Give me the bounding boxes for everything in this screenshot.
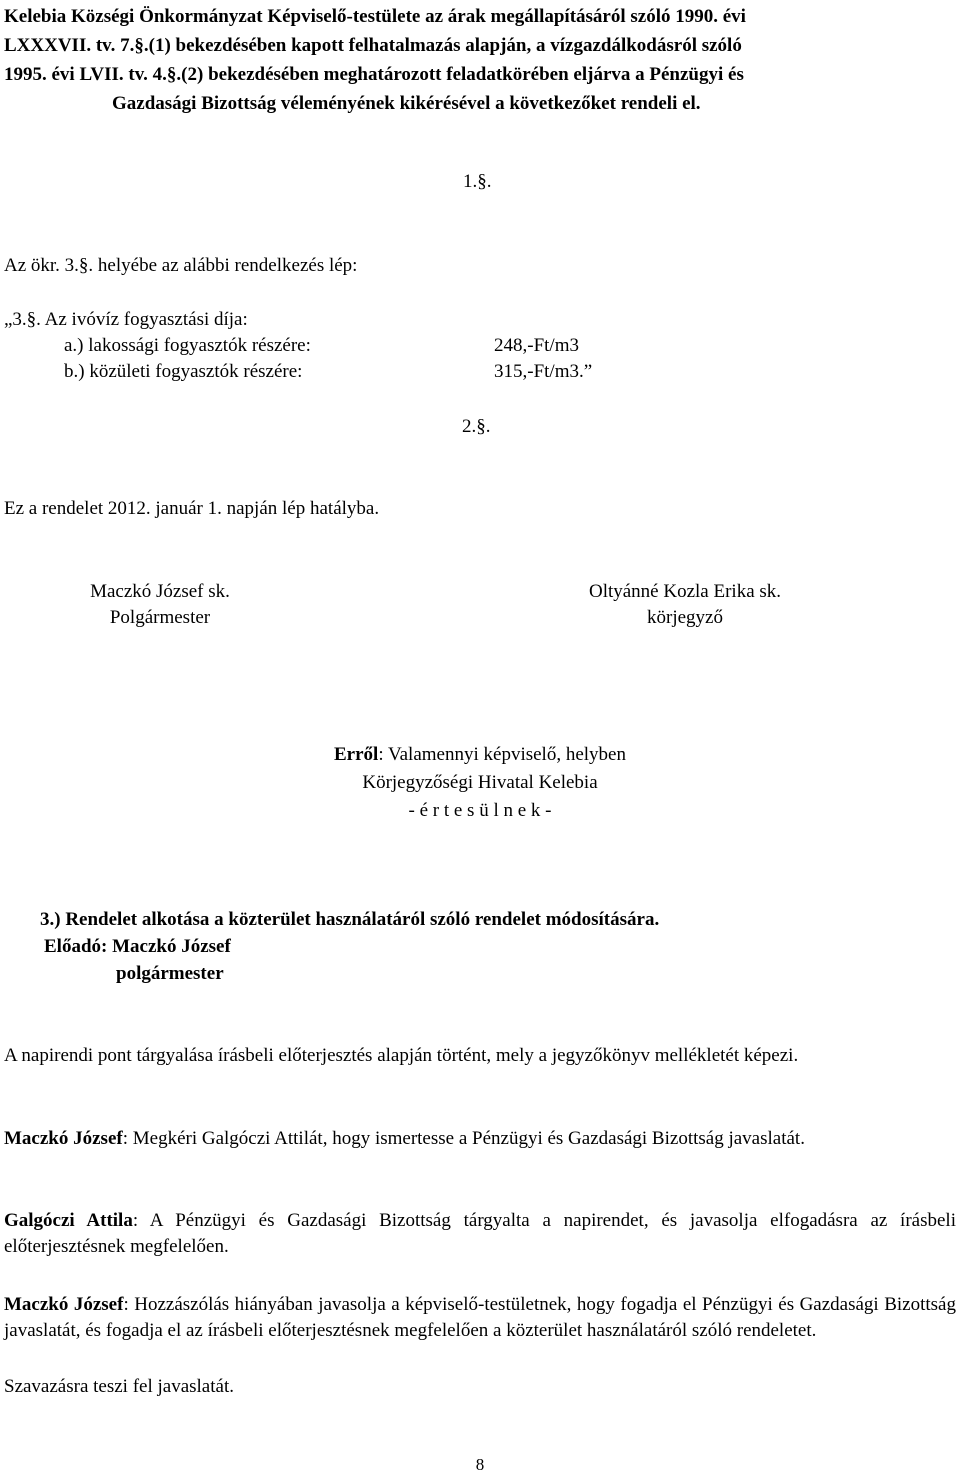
intro-line: Gazdasági Bizottság véleményének kikérésével a következőket rendeli el. bbox=[112, 93, 701, 114]
notary-title: körjegyző bbox=[647, 607, 723, 628]
fee-label-public: b.) közületi fogyasztók részére: bbox=[64, 361, 303, 382]
agenda-presenter-role: polgármester bbox=[116, 963, 224, 984]
paragraph-text: : A Pénzügyi és Gazdasági Bizottság tárgyalta a napirendet, és javasolja elfogadásra az írásbeli előterjesztésnek megfelelően. bbox=[4, 1210, 956, 1257]
notice-notified: - é r t e s ü l n e k - bbox=[408, 800, 552, 821]
agenda-title: 3.) Rendelet alkotása a közterület használatáról szóló rendelet módosítására. bbox=[40, 909, 660, 930]
notice-office: Körjegyzőségi Hivatal Kelebia bbox=[362, 772, 598, 793]
intro-line: LXXXVII. tv. 7.§.(1) bekezdésében kapott felhatalmazás alapján, a vízgazdálkodásról szóló bbox=[4, 35, 742, 56]
notice-label: Erről bbox=[334, 744, 379, 765]
speaker-name: Maczkó József bbox=[4, 1128, 123, 1149]
paragraph-galgoczi bbox=[4, 1208, 956, 1260]
notice-recipients bbox=[0, 742, 960, 768]
paragraph-text: : Hozzászólás hiányában javasolja a képviselő-testületnek, hogy fogadja el Pénzügyi és Gazdasági Bizottság javaslatát, és fogadja el az írásbeli előterjesztésnek megfelelően a közterület használatáról szóló rendeletet. bbox=[4, 1294, 956, 1341]
page-number: 8 bbox=[475, 1455, 485, 1474]
section-2-number: 2.§. bbox=[462, 416, 491, 437]
paragraph-text: A napirendi pont tárgyalása írásbeli előterjesztés alapján történt, mely a jegyzőkönyv mellékletét képezi. bbox=[4, 1045, 799, 1066]
section-1-text: Az ökr. 3.§. helyébe az alábbi rendelkezés lép: bbox=[4, 255, 358, 276]
quote-heading: „3.§. Az ivóvíz fogyasztási díja: bbox=[4, 309, 248, 330]
section-2-text: Ez a rendelet 2012. január 1. napján lép hatályba. bbox=[4, 498, 380, 519]
notice-recipients-text: : Valamennyi képviselő, helyben bbox=[378, 744, 626, 765]
mayor-title: Polgármester bbox=[109, 607, 211, 628]
intro-line: 1995. évi LVII. tv. 4.§.(2) bekezdésében meghatározott feladatkörében eljárva a Pénzügyi és bbox=[4, 64, 744, 85]
closing-line: Szavazásra teszi fel javaslatát. bbox=[4, 1376, 234, 1397]
section-1-number: 1.§. bbox=[463, 171, 492, 192]
intro-paragraph bbox=[4, 2, 954, 118]
paragraph-maczko-1 bbox=[4, 1126, 956, 1152]
paragraph-text: : Megkéri Galgóczi Attilát, hogy ismertesse a Pénzügyi és Gazdasági Bizottság javaslatát. bbox=[122, 1128, 805, 1149]
intro-line: Kelebia Községi Önkormányzat Képviselő-testülete az árak megállapításáról szóló 1990. évi bbox=[4, 6, 746, 27]
speaker-name: Galgóczi Attila bbox=[4, 1210, 133, 1231]
paragraph-maczko-2 bbox=[4, 1292, 956, 1344]
mayor-name: Maczkó József sk. bbox=[90, 581, 230, 602]
fee-value-residential: 248,-Ft/m3 bbox=[494, 335, 579, 356]
paragraph-intro bbox=[4, 1043, 956, 1069]
notary-name: Oltyánné Kozla Erika sk. bbox=[588, 581, 782, 602]
fee-label-residential: a.) lakossági fogyasztók részére: bbox=[64, 335, 311, 356]
fee-value-public: 315,-Ft/m3.” bbox=[494, 361, 593, 382]
agenda-presenter: Előadó: Maczkó József bbox=[44, 936, 231, 957]
speaker-name: Maczkó József bbox=[4, 1294, 124, 1315]
